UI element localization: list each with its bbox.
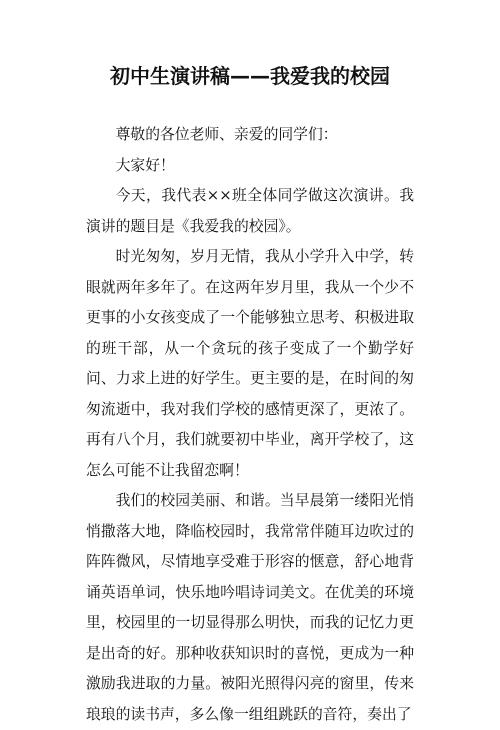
salutation-paragraph: 尊敬的各位老师、亲爱的同学们： — [115, 126, 338, 143]
time-paragraph: 时光匆匆，岁月无情，我从小学升入中学，转眼就两年多年了。在这两年岁月里，我从一个少不更事的小女孩变成了一个能够独立思考、积极进取的班干部，从一个贪玩的孩子变成了一个勤学好问、力求上进的好学生。更主要的是，在时间的匆匆流逝中，我对我们学校的感情更深了，更浓了。再有八个月，我们就要初中毕业，离开学校了，这怎么可能不让我留恋啊！ — [86, 248, 414, 479]
document-title: 初中生演讲稿——我爱我的校园 — [110, 64, 390, 88]
intro-paragraph: 今天，我代表××班全体同学做这次演讲。我演讲的题目是《我爱我的校园》。 — [86, 187, 414, 235]
greeting-paragraph: 大家好！ — [115, 156, 175, 174]
document-body — [86, 120, 414, 730]
campus-paragraph: 我们的校园美丽、和谐。当早晨第一缕阳光悄悄撒落大地，降临校园时，我常常伴随耳边吹过的阵阵微风，尽情地享受难于形容的惬意，舒心地背诵英语单词，快乐地吟唱诗词美文。在优美的环境里，校园里的一切显得那么明快，而我的记忆力更是出奇的好。那种收获知识时的喜悦，更成为一种激励我进取的力量。被阳光照得闪亮的窗里，传来琅琅的读书声，多么像一组组跳跃的音符，奏出了 — [86, 492, 414, 723]
